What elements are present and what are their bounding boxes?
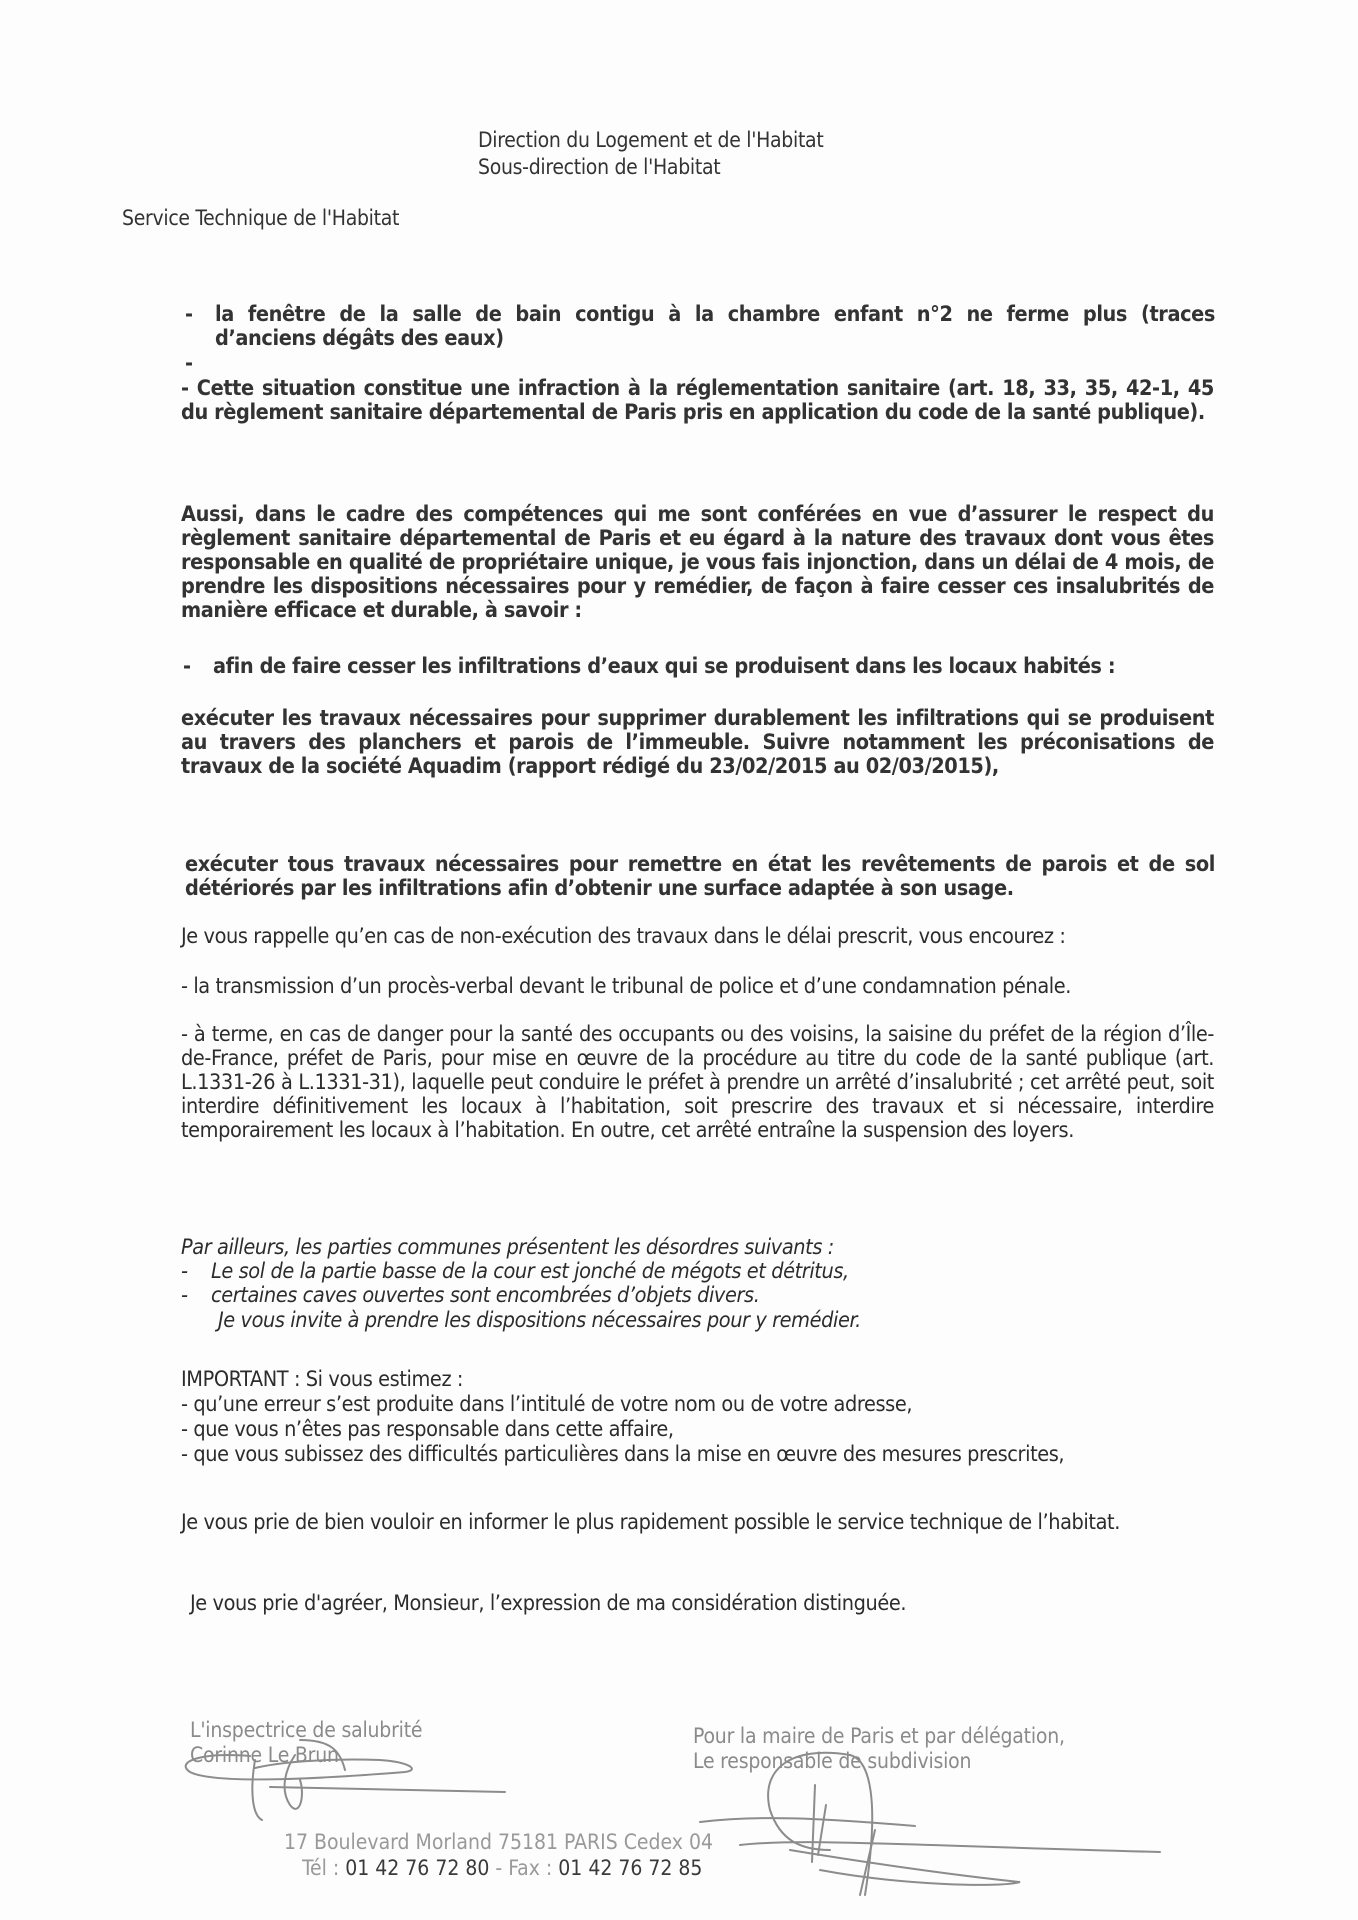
important-item: - que vous n’êtes pas responsable dans cette affaire, [181, 1417, 674, 1442]
empty-bullet: - [185, 351, 193, 376]
footer-tel: 01 42 76 72 80 [345, 1856, 490, 1880]
header-service: Service Technique de l'Habitat [122, 206, 400, 230]
bullet-mark: - [181, 1259, 188, 1284]
infiltrations-heading-text: afin de faire cesser les infiltrations d’eaux qui se produisent dans les locaux habités : [213, 654, 1116, 679]
salutation: Je vous prie d'agréer, Monsieur, l’expression de ma considération distinguée. [190, 1591, 907, 1616]
bullet-fenetre-line2: d’anciens dégâts des eaux) [215, 326, 504, 351]
communes-invite: Je vous invite à prendre les dispositions nécessaires pour y remédier. [218, 1308, 861, 1333]
communes-item-text: Le sol de la partie basse de la cour est jonché de mégots et détritus, [211, 1259, 849, 1284]
important-item: - que vous subissez des difficultés particulières dans la mise en œuvre des mesures prescrites, [181, 1442, 1065, 1467]
bullet-mark: - [181, 1283, 188, 1308]
injonction-delai: dans un délai de 4 mois [924, 550, 1175, 575]
signature-right-line2: Le responsable de subdivision [693, 1749, 972, 1773]
sanction-2: - à terme, en cas de danger pour la santé des occupants ou des voisins, la saisine du préfet de la région d’Île-de-France, préfet de Paris, pour mise en œuvre de la procédure au titre du code de la santé publique (art. L.1331-26 à L.1331-31), laquelle peut conduire le préfet à prendre un arrêté d’insalubrité ; cet arrêté peut, soit interdire définitivement les locaux à l’habitation, soit prescrire des travaux et si nécessaire, interdire temporairement les locaux à l’habitation. En outre, cet arrêté entraîne la suspension des loyers. [181, 1022, 1214, 1143]
bullet-mark: - [183, 654, 191, 679]
bullet-mark: - [185, 302, 193, 327]
travaux-paragraph-1: exécuter les travaux nécessaires pour supprimer durablement les infiltrations qui se produisent au travers des planchers et parois de l’immeuble. Suivre notamment les préconisations de travaux de la société Aquadim (rapport rédigé du 23/02/2015 au 02/03/2015), [181, 706, 1214, 779]
infraction-paragraph: - Cette situation constitue une infraction à la réglementation sanitaire (art. 18, 33, 35, 42-1, 45 du règlement sanitaire départemental de Paris pris en application du code de la santé publique). [181, 376, 1214, 425]
communes-intro: Par ailleurs, les parties communes présentent les désordres suivants : [181, 1235, 834, 1260]
communes-item-text: certaines caves ouvertes sont encombrées d’objets divers. [211, 1283, 760, 1308]
signature-left-name: Corinne Le Brun [190, 1743, 339, 1767]
footer-fax: 01 42 76 72 85 [558, 1856, 703, 1880]
footer-fax-label: - Fax : [489, 1856, 559, 1880]
important-intro: IMPORTANT : Si vous estimez : [181, 1367, 464, 1392]
bullet-fenetre-line1: la fenêtre de la salle de bain contigu à la chambre enfant n°2 ne ferme plus (traces [215, 302, 1215, 327]
signature-right-line1: Pour la maire de Paris et par délégation, [693, 1724, 1065, 1748]
injonction-text-1: Aussi, dans le cadre des compétences qui me sont conférées en vue d’assurer le respect du règlement sanitaire départemental de Paris et eu égard à la nature des travaux dont vous êtes responsable en qualité de propriétaire unique, je vous fais injonction, [181, 502, 1214, 575]
header-sous-direction: Sous-direction de l'Habitat [478, 155, 721, 179]
sanction-1: - la transmission d’un procès-verbal devant le tribunal de police et d’une condamnation pénale. [181, 974, 1072, 999]
informer-paragraph: Je vous prie de bien vouloir en informer le plus rapidement possible le service technique de l’habitat. [181, 1510, 1120, 1535]
travaux-paragraph-2: exécuter tous travaux nécessaires pour remettre en état les revêtements de parois et de sol détériorés par les infiltrations afin d’obtenir une surface adaptée à son usage. [185, 852, 1215, 901]
footer-address: 17 Boulevard Morland 75181 PARIS Cedex 04 [284, 1830, 714, 1854]
signature-left-title: L'inspectrice de salubrité [190, 1718, 423, 1742]
footer-tel-label: Tél : [302, 1856, 346, 1880]
header-direction: Direction du Logement et de l'Habitat [478, 128, 824, 152]
rappel-paragraph: Je vous rappelle qu’en cas de non-exécution des travaux dans le délai prescrit, vous encourez : [181, 924, 1066, 949]
injonction-text-2: , de prendre les dispositions nécessaires pour y remédier, de façon à faire cesser ces insalubrités de manière efficace et durable, à savoir : [181, 550, 1215, 623]
footer-contact [302, 1855, 702, 1881]
important-item: - qu’une erreur s’est produite dans l’intitulé de votre nom ou de votre adresse, [181, 1392, 913, 1417]
